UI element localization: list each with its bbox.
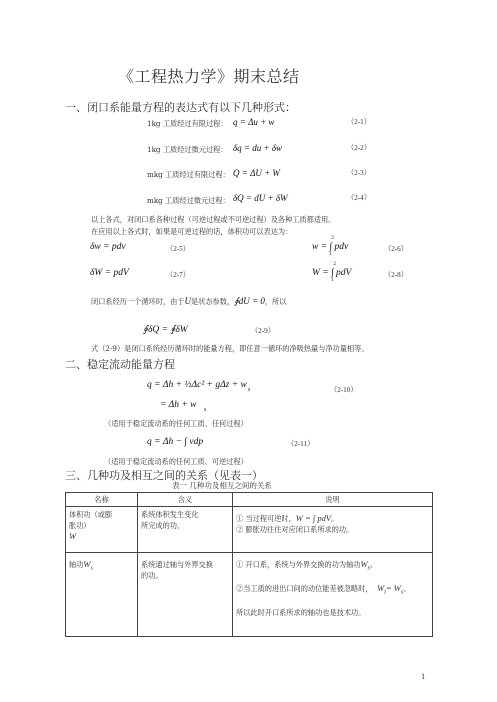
eq-2-6-formula: w = ∫ pdv xyxy=(312,242,349,252)
cell-text: 胀功） xyxy=(69,521,91,530)
cell-text: ① 开口系，系统与外界交换的功为轴功 xyxy=(236,560,361,569)
eq-label: 1kg 工质经过微元过程： xyxy=(147,145,228,154)
eq-2-5-number: （2-5） xyxy=(166,245,190,253)
description-cell xyxy=(233,507,433,553)
cell-text: ① 当过程可逆时， xyxy=(236,514,296,523)
eq-2-8-formula: W = ∫ pdV xyxy=(312,268,352,278)
column-header: 说明 xyxy=(233,493,433,507)
subscript: s xyxy=(204,407,207,413)
formula: = W xyxy=(385,583,401,594)
column-header: 含义 xyxy=(138,493,233,507)
meaning-cell xyxy=(138,507,233,553)
table-row xyxy=(66,507,433,553)
subscript: s xyxy=(90,565,93,572)
eq-formula: δQ = dU + δW xyxy=(233,193,288,203)
subscript: s xyxy=(367,565,370,572)
eq-label: mkg 工质经过微元过程： xyxy=(147,196,230,205)
eq-2-7-formula: δW = pdV xyxy=(90,268,129,278)
eq-2-9-formula: ∮δQ = ∮δW xyxy=(143,325,188,335)
eq-number: （2-1） xyxy=(347,118,371,126)
eq-2-10-number: （2-10） xyxy=(330,386,358,394)
column-header: 名称 xyxy=(66,493,138,507)
applicability-note: （适用于稳定流动系的任何工质、可逆过程） xyxy=(104,457,248,466)
table-row xyxy=(66,553,433,637)
symbol-U: U xyxy=(184,296,191,306)
formula: W = ∫ pdV xyxy=(295,513,332,523)
subscript: s xyxy=(248,387,251,393)
eq-number: （2-3） xyxy=(347,169,371,177)
section-2-heading: 二、稳定流动能量方程 xyxy=(65,358,175,371)
integral-lower: 1 xyxy=(329,251,333,257)
integral-upper: 2 xyxy=(333,261,337,267)
cell-text: 所以此时开口系所求的轴功也是技术功。 xyxy=(236,607,366,617)
meaning-cell xyxy=(138,553,233,637)
symbol-W: W xyxy=(83,559,91,569)
symbol-W: W xyxy=(377,583,385,594)
section-1-heading: 一、闭口系能量方程的表达式有以下几种形式： xyxy=(65,101,296,114)
cell-text: 系统通过轴与外界交换 xyxy=(141,560,213,569)
eq-2-10-line2: = Δh + w xyxy=(160,400,197,410)
symbol-W: W xyxy=(69,531,77,541)
name-cell xyxy=(66,553,138,637)
paragraph: 在应用以上各式时，如果是可逆过程的话，体积功可以表达为： xyxy=(91,227,293,236)
cell-text: 系统体积发生变化 xyxy=(141,510,199,519)
eq-2-10-line1: q = Δh + ½Δc² + gΔz + w xyxy=(147,380,247,390)
work-relations-table xyxy=(65,492,433,637)
paragraph: 以上各式，对闭口系各种过程（可逆过程或不可逆过程）及各种工质都适用。 xyxy=(91,215,336,224)
paragraph: 式（2-9）是闭口系统经历循环时的能量方程，即任意一循环的净吸热量与净功量相等。 xyxy=(91,344,369,353)
cycle-text: 闭口系经历一个循环时，由于 xyxy=(91,297,185,306)
section-3-heading: 三、几种功及相互之间的关系（见表一） xyxy=(65,469,263,482)
cell-text: ②当工质的进出口间的动位能差被忽略时， xyxy=(236,584,373,594)
cell-text: 。 xyxy=(403,584,411,594)
cell-text: 体积功（或膨 xyxy=(69,510,113,519)
page-title: 《工程热力学》期末总结 xyxy=(118,67,300,86)
eq-formula: q = Δu + w xyxy=(233,117,275,127)
table-caption: 表一 几种功及相互之间的关系 xyxy=(172,481,272,490)
applicability-note: （适用于稳定流动系的任何工质、任何过程） xyxy=(104,419,248,428)
table-header-row xyxy=(66,493,433,507)
integral-lower: 1 xyxy=(331,277,335,283)
eq-number: （2-2） xyxy=(347,144,371,152)
cell-text: ② 膨胀功往往对应闭口系所求的功。 xyxy=(236,525,354,534)
eq-number: （2-4） xyxy=(347,194,371,202)
eq-formula: δq = du + δw xyxy=(233,143,283,153)
cycle-text: 是状态参数， xyxy=(190,297,235,306)
name-cell xyxy=(66,507,138,553)
cycle-text: ，所以 xyxy=(264,297,287,306)
cell-text: 轴功 xyxy=(69,560,84,569)
eq-2-5-formula: δw = pdv xyxy=(90,242,126,252)
cell-text: 所完成的功。 xyxy=(141,521,185,530)
eq-2-6-number: （2-6） xyxy=(384,245,408,253)
symbol-W: W xyxy=(360,559,368,569)
eq-2-9-number: （2-9） xyxy=(251,327,275,335)
cell-text: 。 xyxy=(369,560,378,569)
eq-2-11-number: （2-11） xyxy=(287,440,315,448)
eq-formula: Q = ΔU + W xyxy=(233,168,280,178)
subscript: t xyxy=(384,589,386,596)
eq-label: mkg 工质经过有限过程： xyxy=(147,170,230,179)
cycle-integral: ∮dU = 0 xyxy=(234,296,265,306)
integral-upper: 2 xyxy=(331,235,335,241)
eq-2-8-number: （2-8） xyxy=(384,271,408,279)
cell-text: 。 xyxy=(331,514,339,523)
eq-2-11-formula: q = Δh − ∫ vdp xyxy=(147,437,204,447)
page-number: 1 xyxy=(421,673,426,681)
subscript: s xyxy=(400,589,404,596)
eq-label: 1kg 工质经过有限过程： xyxy=(147,119,228,128)
cycle-sentence xyxy=(91,296,286,307)
cell-text: 的功。 xyxy=(141,571,163,580)
eq-2-7-number: （2-7） xyxy=(166,271,190,279)
description-cell xyxy=(233,553,433,637)
